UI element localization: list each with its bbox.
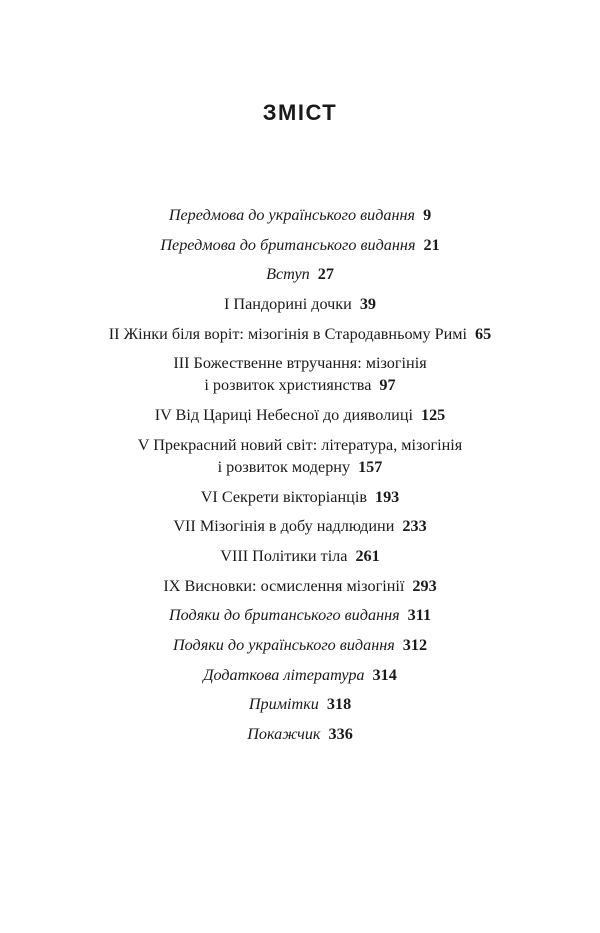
toc-entry-page-number: 21: [423, 235, 440, 254]
toc-entry-label-line-1: III Божественне втручання: мізогінія: [173, 354, 427, 373]
toc-entry-page-number: 9: [423, 206, 432, 224]
toc-entry-label: Вступ: [266, 265, 310, 284]
toc-entry-label-line-2: і розвиток християнства: [204, 376, 372, 395]
toc-entry-label: IX Висновки: осмислення мізогінії: [163, 576, 405, 595]
toc-entry-label: Покажчик: [247, 725, 321, 743]
toc-entry-notes[interactable]: [0, 693, 600, 715]
toc-entry-page-number: 125: [420, 406, 446, 425]
toc-entry-acknowledgements-british[interactable]: [0, 604, 600, 626]
toc-entry-label: VII Мізогінія в добу надлюдини: [173, 517, 395, 536]
toc-entry-page-number: 65: [475, 324, 492, 343]
toc-entry-label: Передмова до британського видання: [160, 235, 416, 254]
toc-entry-page-number: 157: [358, 457, 383, 476]
toc-entry-label: VI Секрети вікторіанців: [200, 487, 367, 506]
toc-entry-chapter-8[interactable]: [0, 545, 600, 567]
toc-entry-chapter-9[interactable]: [0, 575, 600, 597]
table-of-contents: [0, 204, 600, 753]
toc-entry-page-number: 336: [328, 725, 353, 743]
toc-entry-label-line-1: V Прекрасний новий світ: література, мізогінія: [137, 435, 463, 454]
toc-entry-label-line-2: і розвиток модерну: [217, 457, 351, 476]
toc-entry-preface-british[interactable]: [0, 234, 600, 256]
toc-entry-chapter-7[interactable]: [0, 515, 600, 537]
toc-entry-label: I Пандорині дочки: [223, 295, 352, 314]
toc-entry-label: Передмова до українського видання: [168, 206, 416, 224]
toc-entry-chapter-4[interactable]: [0, 404, 600, 426]
toc-entry-label: Додаткова література: [203, 665, 365, 684]
toc-entry-label: IV Від Цариці Небесної до дияволиці: [154, 406, 413, 425]
toc-entry-preface-ukrainian[interactable]: [0, 204, 600, 226]
toc-entry-label: Подяки до українського видання: [172, 635, 395, 654]
toc-entry-chapter-6[interactable]: [0, 486, 600, 508]
toc-entry-introduction[interactable]: [0, 263, 600, 285]
toc-entry-page-number: 318: [326, 695, 352, 714]
toc-entry-chapter-3[interactable]: [0, 352, 600, 396]
toc-entry-page-number: 312: [402, 635, 428, 654]
toc-entry-index[interactable]: [0, 723, 600, 745]
toc-entry-chapter-2[interactable]: [0, 323, 600, 345]
toc-entry-label: Примітки: [248, 695, 319, 714]
toc-entry-page-number: 311: [407, 606, 432, 625]
toc-entry-page-number: 193: [374, 487, 400, 506]
toc-entry-page-number: 27: [317, 265, 334, 284]
toc-entry-page-number: 293: [412, 576, 437, 595]
toc-entry-page-number: 314: [372, 665, 397, 684]
toc-entry-page-number: 233: [402, 517, 427, 536]
toc-entry-chapter-1[interactable]: [0, 293, 600, 315]
page-title: ЗМІСТ: [262, 100, 338, 125]
toc-entry-acknowledgements-ukrainian[interactable]: [0, 634, 600, 656]
toc-entry-label: II Жінки біля воріт: мізогінія в Стародавньому Римі: [108, 324, 468, 343]
toc-entry-further-reading[interactable]: [0, 664, 600, 686]
toc-entry-page-number: 97: [379, 376, 396, 395]
toc-entry-label: VIII Політики тіла: [220, 546, 348, 565]
toc-entry-page-number: 261: [355, 546, 380, 565]
toc-entry-chapter-5[interactable]: [0, 434, 600, 478]
toc-entry-label: Подяки до британського видання: [168, 606, 400, 625]
toc-entry-page-number: 39: [359, 295, 377, 314]
